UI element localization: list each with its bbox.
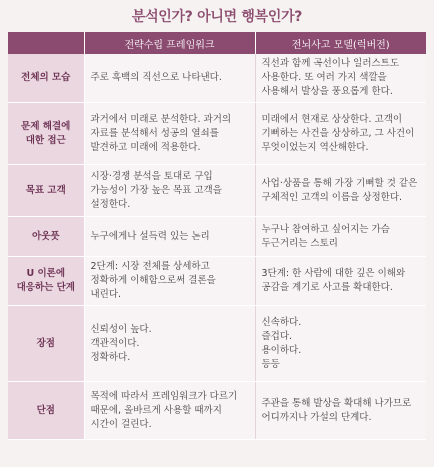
table-row <box>8 54 426 103</box>
header-whole-brain-model: 전뇌사고 모델(럭버전) <box>255 32 426 54</box>
row-label: 목표 고객 <box>8 165 84 217</box>
cell-framework: 주로 흑백의 직선으로 나타낸다. <box>84 54 255 103</box>
cell-framework: 신뢰성이 높다. 객관적이다. 정확하다. <box>84 306 255 382</box>
table-row <box>8 306 426 382</box>
header-strategy-framework: 전략수립 프레임워크 <box>84 32 255 54</box>
cell-framework: 목적에 따라서 프레임워크가 다르기 때문에, 올바르게 사용할 때까지 시간이 걸린다. <box>84 382 255 440</box>
cell-whole-brain: 미래에서 현재로 상상한다. 고객이 기뻐하는 사건을 상상하고, 그 사건이 무엇이었는지 역산해한다. <box>255 103 426 165</box>
cell-whole-brain: 직선과 함께 곡선이나 일러스트도 사용한다. 또 여러 가지 색깔을 사용해서 발상을 풍요롭게 한다. <box>255 54 426 103</box>
header-blank <box>8 32 84 54</box>
page-title: 분석인가? 아니면 행복인가? <box>131 9 303 25</box>
cell-whole-brain: 누구나 참여하고 싶어지는 가슴 두근거리는 스토리 <box>255 217 426 257</box>
row-label: 문제 해결에 대한 접근 <box>8 103 84 165</box>
table-row <box>8 382 426 440</box>
comparison-table <box>8 32 426 440</box>
cell-whole-brain: 주관을 통해 발상을 확대해 나가므로 어디까지나 가설의 단계다. <box>255 382 426 440</box>
table-header-row <box>8 32 426 54</box>
cell-framework: 시장·경쟁 분석을 토대로 구입 가능성이 가장 높은 목표 고객을 설정한다. <box>84 165 255 217</box>
table-row <box>8 257 426 306</box>
row-label: 단점 <box>8 382 84 440</box>
cell-whole-brain: 신속하다. 즐겁다. 용이하다. 등등 <box>255 306 426 382</box>
row-label: U 이론에 대응하는 단계 <box>8 257 84 306</box>
cell-framework: 2단계: 시장 전체를 상세하고 정확하게 이해함으로써 결론을 내린다. <box>84 257 255 306</box>
cell-framework: 과거에서 미래로 분석한다. 과거의 자료를 분석해서 성공의 열쇠를 발견하고 미래에 적용한다. <box>84 103 255 165</box>
cell-framework: 누구에게나 설득력 있는 논리 <box>84 217 255 257</box>
cell-whole-brain: 3단계: 한 사람에 대한 깊은 이해와 공감을 계기로 사고를 확대한다. <box>255 257 426 306</box>
table-row <box>8 165 426 217</box>
row-label: 장점 <box>8 306 84 382</box>
row-label: 전체의 모습 <box>8 54 84 103</box>
cell-whole-brain: 사업·상품을 통해 가장 기뻐할 것 같은 구체적인 고객의 이름을 상정한다. <box>255 165 426 217</box>
row-label: 아웃풋 <box>8 217 84 257</box>
table-row <box>8 103 426 165</box>
table-row <box>8 217 426 257</box>
